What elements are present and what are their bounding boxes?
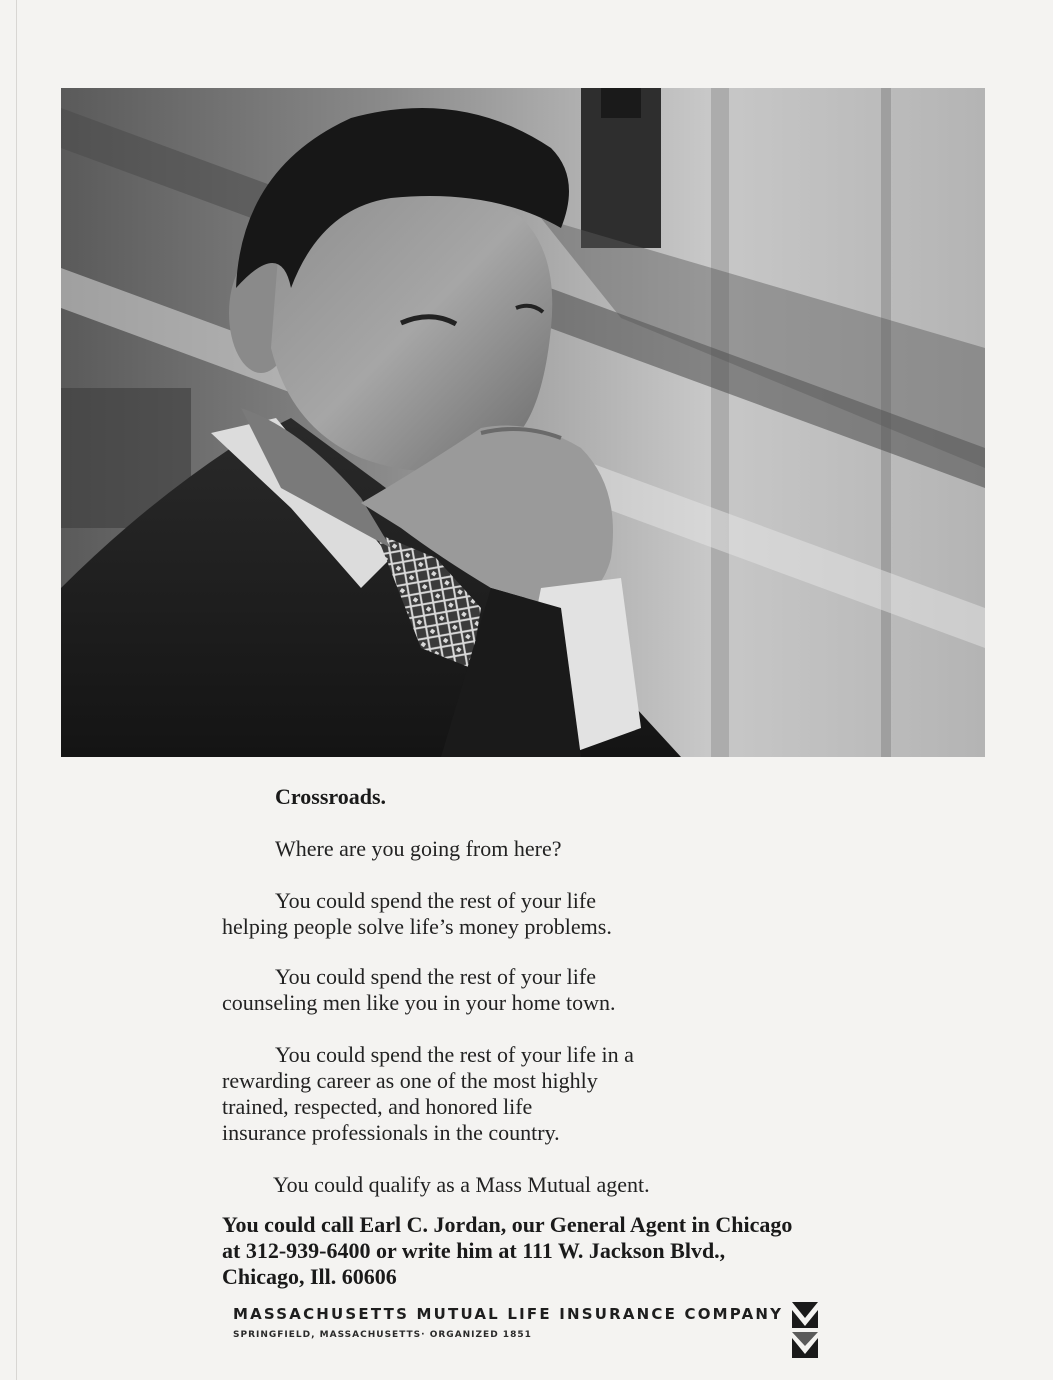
page-edge <box>16 0 17 1380</box>
paragraph-question <box>275 836 561 862</box>
man-thinking-photo <box>61 88 985 757</box>
call-to-action <box>222 1212 792 1290</box>
paragraph-line: trained, respected, and honored life <box>222 1094 533 1119</box>
paragraph-line: You could spend the rest of your life <box>275 888 596 913</box>
paragraph-line: You could spend the rest of your life <box>275 964 596 989</box>
paragraph-line: You could qualify as a Mass Mutual agent. <box>273 1172 650 1197</box>
headline: Crossroads. <box>275 784 387 809</box>
company-name: MASSACHUSETTS MUTUAL LIFE INSURANCE COMPANY <box>233 1305 784 1323</box>
paragraph-line: rewarding career as one of the most highly <box>222 1068 598 1093</box>
paragraph-home-town <box>222 964 616 1016</box>
paragraph-line: You could spend the rest of your life in a <box>275 1042 634 1067</box>
paragraph-line: insurance professionals in the country. <box>222 1120 560 1145</box>
paragraph-qualify <box>273 1172 650 1198</box>
company-tagline: SPRINGFIELD, MASSACHUSETTS· ORGANIZED 1851 <box>233 1330 532 1340</box>
paragraph-line: Where are you going from here? <box>275 836 562 861</box>
massmutual-logo-icon <box>790 1300 820 1360</box>
paragraph-career <box>222 1042 634 1146</box>
paragraph-money-problems <box>222 888 612 940</box>
cta-line: at 312-939-6400 or write him at 111 W. Jackson Blvd., <box>222 1238 726 1263</box>
paragraph-line: counseling men like you in your home town. <box>222 990 616 1015</box>
cta-line: Chicago, Ill. 60606 <box>222 1264 397 1289</box>
cta-line: You could call Earl C. Jordan, our General Agent in Chicago <box>222 1212 793 1237</box>
paragraph-line: helping people solve life’s money problems. <box>222 914 612 939</box>
